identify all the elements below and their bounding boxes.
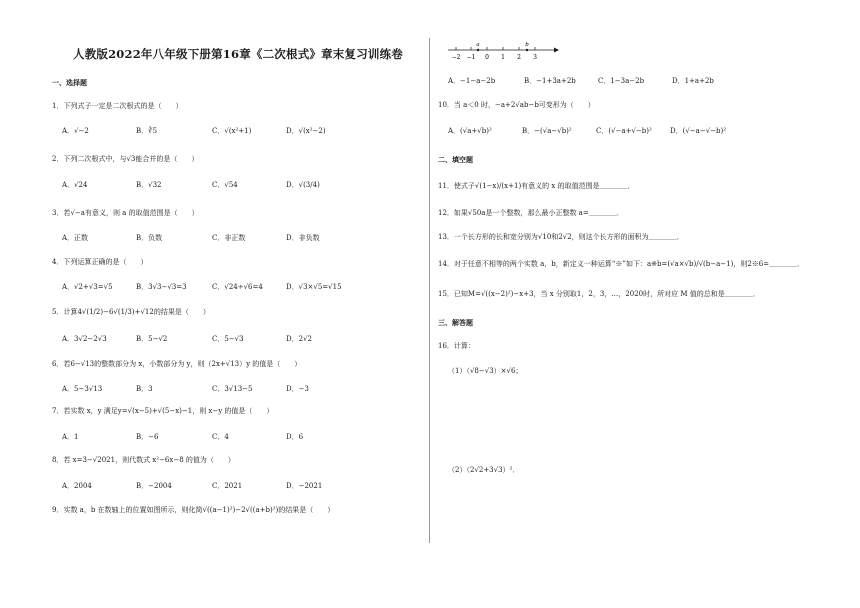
question-10-option-b: B．−(√a−√b)² [522,127,572,135]
question-5-option-b: B．5−√2 [136,335,168,343]
tick-label: −1 [466,54,476,61]
question-13-stem: 13．一个长方形的长和宽分别为√10和2√2，则这个长方形的面积为＿＿＿＿． [438,233,684,241]
label-b: b [525,42,529,48]
question-3-stem: 3．若√−a有意义，则 a 的取值范围是（ ） [52,209,199,217]
tick-label: 0 [485,54,489,61]
question-3-option-d: D．非负数 [286,234,320,242]
question-9-option-d: D．1+a+2b [672,77,714,85]
point-b [526,49,528,51]
question-3-option-c: C．非正数 [212,234,246,242]
page-title: 人教版2022年八年级下册第16章《二次根式》章末复习训练卷 [73,47,404,61]
question-6-option-d: D．−3 [286,385,309,393]
question-4-option-d: D．√3×√5=√15 [286,283,342,291]
question-12-stem: 12．如果√50a是一个整数，那么最小正整数 a=＿＿＿＿． [438,209,624,217]
question-4-option-c: C．√24÷√6=4 [212,283,263,291]
question-6-option-a: A．5−3√13 [62,385,103,393]
question-1-option-c: C．√(x²+1) [212,127,252,135]
question-3-option-b: B．负数 [136,234,163,242]
section-heading-fill: 二、填空题 [438,155,473,164]
column-divider [429,38,430,543]
question-4-option-a: A．√2+√3=√5 [62,283,113,291]
question-8-option-b: B．−2004 [136,482,172,490]
question-5-option-c: C．5−√3 [212,335,244,343]
question-7-option-a: A．1 [62,433,79,441]
section-heading-answer: 三、解答题 [438,318,473,327]
tick-label: 2 [517,54,521,61]
question-1-option-a: A．√−2 [62,127,89,135]
number-line-ticks [456,47,535,50]
question-8-stem: 8．若 x=3−√2021，则代数式 x²−6x−8 的值为（ ） [52,456,235,464]
question-9-stem: 9．实数 a，b 在数轴上的位置如图所示，则化简√((a−1)²)−2√((a+b)²)的结果是（ ） [52,506,335,514]
question-6-option-c: C．3√13−5 [212,385,253,393]
number-line-figure [444,42,564,66]
tick-label: −2 [451,54,461,61]
tick-label: 3 [533,54,537,61]
question-1-option-b: B．∛5 [136,127,158,135]
question-2-option-b: B．√32 [136,181,162,189]
question-8-option-c: C．2021 [212,482,243,490]
question-16-part-2: （2）（2√2+3√3）²． [448,466,520,474]
question-15-stem: 15．已知M=√((x−2)²)−x+3，当 x 分别取1，2，3，…，2020时，所对应 M 值的总和是＿＿＿＿． [438,290,760,298]
question-10-option-a: A．(√a+√b)² [448,127,492,135]
tick-label: 1 [501,54,505,61]
question-8-option-d: D．−2021 [286,482,323,490]
question-1-option-d: D．√(x²−2) [286,127,326,135]
question-10-option-d: D．(√−a−√−b)² [670,127,727,135]
question-14-stem: 14．对于任意不相等的两个实数 a，b，新定义一种运算“※”如下：a※b=(√a×√b)/√(b−a−1)，则2※6=＿＿＿＿． [438,260,805,268]
point-a [477,49,479,51]
question-7-stem: 7．若实数 x，y 满足y=√(x−5)+√(5−x)−1，则 x−y 的值是（ ） [52,407,274,415]
question-5-option-a: A．3√2−2√3 [62,335,107,343]
question-4-option-b: B．3√3−√3=3 [136,283,187,291]
question-5-stem: 5．计算4√(1/2)−6√(1/3)+√12的结果是（ ） [52,308,210,316]
question-10-stem: 10．当 a＜0 时，−a+2√ab−b可变形为（ ） [438,101,595,109]
question-9-option-a: A．−1−a−2b [448,77,496,85]
question-2-option-a: A．√24 [62,181,88,189]
question-4-stem: 4．下列运算正确的是（ ） [52,258,148,266]
label-a: a [476,42,480,48]
section-heading-choice: 一、选择题 [52,78,87,87]
question-3-option-a: A．正数 [62,234,89,242]
question-2-option-d: D．√(3/4) [286,181,320,189]
question-7-option-d: D．6 [286,433,304,441]
question-7-option-b: B．−6 [136,433,159,441]
question-2-option-c: C．√54 [212,181,238,189]
question-9-option-b: B．−1+3a+2b [524,77,576,85]
question-6-option-b: B．3 [136,385,153,393]
question-5-option-d: D．2√2 [286,335,312,343]
question-16-part-1: （1）（√8−√3）×√6； [448,367,523,375]
question-1-stem: 1．下列式子一定是二次根式的是（ ） [52,102,183,110]
question-2-stem: 2．下列二次根式中，与√3能合并的是（ ） [52,155,199,163]
question-8-option-a: A．2004 [62,482,92,490]
question-11-stem: 11．使式子√(1−x)/(x+1)有意义的 x 的取值范围是＿＿＿＿． [438,182,635,190]
question-10-option-c: C．(√−a+√−b)² [596,127,652,135]
question-7-option-c: C．4 [212,433,229,441]
question-9-option-c: C．1−3a−2b [598,77,645,85]
question-16-stem: 16．计算： [438,342,475,350]
question-6-stem: 6．若6−√13的整数部分为 x，小数部分为 y，则（2x+√13）y 的值是（ ） [52,360,302,368]
